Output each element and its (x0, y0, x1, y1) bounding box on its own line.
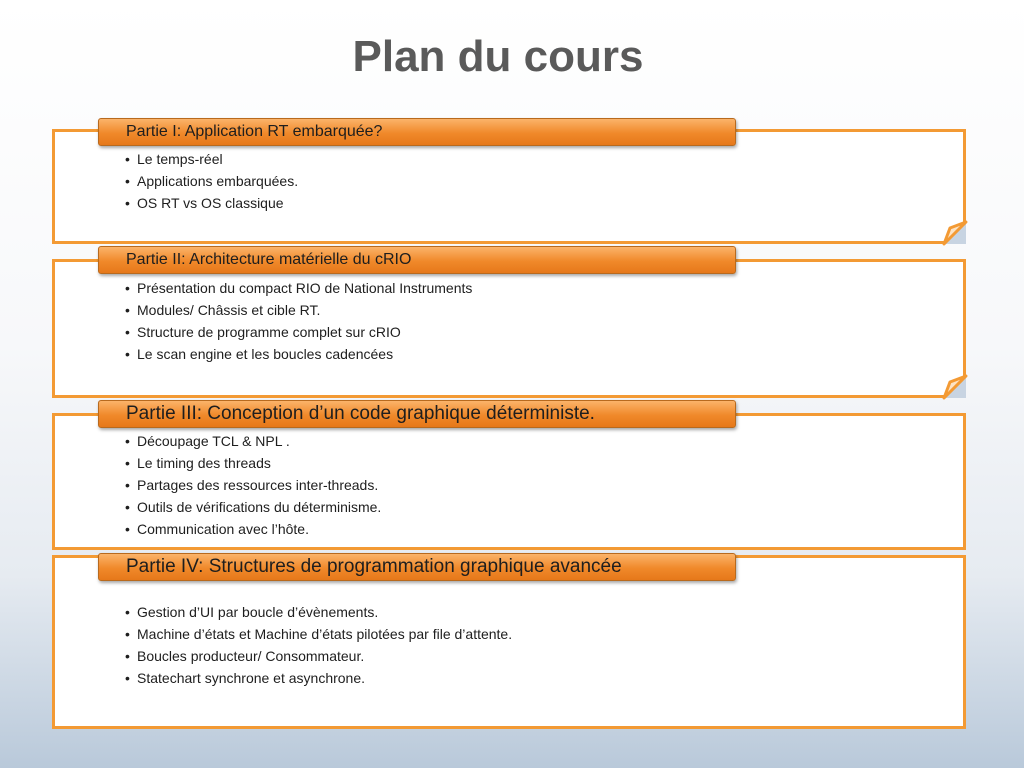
section-part-4 (52, 553, 966, 729)
list-item: • Boucles producteur/ Consommateur. (125, 645, 512, 667)
section-header: Partie I: Application RT embarquée? (98, 118, 736, 146)
list-item: • Gestion d’UI par boucle d’évènements. (125, 601, 512, 623)
list-item: • Outils de vérifications du déterminisme. (125, 496, 381, 518)
list-item: • Le temps-réel (125, 148, 298, 170)
list-item: • Structure de programme complet sur cRIO (125, 321, 472, 343)
list-item: • Le scan engine et les boucles cadencées (125, 343, 472, 365)
list-item: • Partages des ressources inter-threads. (125, 474, 381, 496)
bullet-list (125, 601, 512, 689)
list-item: • Communication avec l’hôte. (125, 518, 381, 540)
bullet-list (125, 430, 381, 540)
list-item: • OS RT vs OS classique (125, 192, 298, 214)
list-item: • Le timing des threads (125, 452, 381, 474)
list-item: • Machine d’états et Machine d’états pilotées par file d’attente. (125, 623, 512, 645)
section-header: Partie II: Architecture matérielle du cRIO (98, 246, 736, 274)
bullet-list (125, 277, 472, 365)
section-header: Partie III: Conception d’un code graphique déterministe. (98, 400, 736, 428)
section-header: Partie IV: Structures de programmation graphique avancée (98, 553, 736, 581)
list-item: • Présentation du compact RIO de National Instruments (125, 277, 472, 299)
list-item: • Modules/ Châssis et cible RT. (125, 299, 472, 321)
section-part-2 (52, 246, 966, 398)
section-part-1 (52, 118, 966, 244)
page-curl-corner (944, 376, 966, 398)
section-part-3 (52, 400, 966, 550)
bullet-list (125, 148, 298, 214)
list-item: • Applications embarquées. (125, 170, 298, 192)
slide-title: Plan du cours (352, 32, 644, 81)
list-item: • Statechart synchrone et asynchrone. (125, 667, 512, 689)
page-curl-corner (944, 222, 966, 244)
list-item: • Découpage TCL & NPL . (125, 430, 381, 452)
